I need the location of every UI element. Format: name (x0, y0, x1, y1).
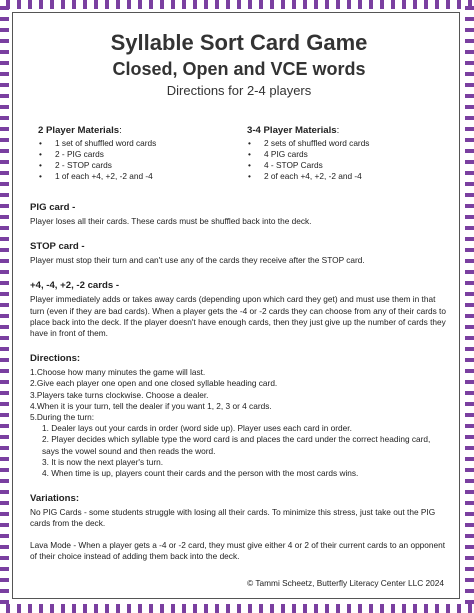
frame-stripe (369, 604, 373, 613)
list-item: • 4 - STOP Cards (247, 160, 448, 171)
frame-stripe (0, 512, 9, 516)
frame-stripe (465, 479, 474, 483)
frame-stripe (270, 0, 274, 9)
frame-stripe (465, 413, 474, 417)
frame-stripe (248, 0, 252, 9)
frame-stripe (380, 0, 384, 9)
frame-stripe (465, 127, 474, 131)
frame-stripe (465, 600, 474, 604)
frame-stripe (465, 259, 474, 263)
frame-stripe (0, 303, 9, 307)
frame-stripe (465, 83, 474, 87)
frame-stripe (424, 0, 428, 9)
frame-stripe (182, 604, 186, 613)
frame-stripe (465, 303, 474, 307)
frame-stripe (226, 0, 230, 9)
document-body (30, 30, 448, 562)
frame-stripe (465, 391, 474, 395)
frame-stripe (391, 0, 395, 9)
frame-stripe (457, 604, 461, 613)
frame-stripe (465, 457, 474, 461)
frame-stripe (0, 237, 9, 241)
frame-stripe (465, 292, 474, 296)
frame-stripe (465, 336, 474, 340)
frame-stripe (465, 50, 474, 54)
frame-stripe (465, 237, 474, 241)
frame-stripe (465, 116, 474, 120)
frame-stripe (336, 604, 340, 613)
player-count-note: Directions for 2-4 players (166, 83, 312, 98)
frame-stripe (149, 0, 153, 9)
frame-stripe (347, 0, 351, 9)
frame-stripe (0, 105, 9, 109)
frame-stripe (391, 604, 395, 613)
frame-stripe (465, 314, 474, 318)
frame-stripe (0, 28, 9, 32)
frame-stripe (50, 604, 54, 613)
list-item: • 2 sets of shuffled word cards (247, 138, 448, 149)
frame-stripe (465, 369, 474, 373)
frame-stripe (0, 347, 9, 351)
frame-stripe (465, 138, 474, 142)
frame-stripe (0, 39, 9, 43)
frame-stripe (237, 0, 241, 9)
frame-stripe (465, 270, 474, 274)
variations-section (30, 493, 448, 562)
frame-stripe (465, 523, 474, 527)
pig-card-text: Player loses all their cards. These cards must be shuffled back into the deck. (30, 216, 312, 226)
frame-stripe (138, 0, 142, 9)
directions-heading: Directions: (30, 353, 81, 365)
frame-stripe (358, 604, 362, 613)
frame-stripe (465, 347, 474, 351)
frame-stripe (446, 0, 450, 9)
frame-stripe (259, 604, 263, 613)
directions-section (30, 353, 448, 479)
list-item: • 1 set of shuffled word cards (38, 138, 239, 149)
frame-stripe (270, 604, 274, 613)
frame-stripe (402, 604, 406, 613)
frame-stripe (465, 358, 474, 362)
frame-stripe (0, 589, 9, 593)
frame-stripe (6, 604, 10, 613)
frame-stripe (465, 424, 474, 428)
frame-stripe (0, 270, 9, 274)
frame-stripe (325, 0, 329, 9)
frame-stripe (116, 0, 120, 9)
variations-heading: Variations: (30, 493, 80, 505)
plus-minus-text: Player immediately adds or takes away cards (depending upon which card they get) and must use them in that turn (even if they are bad cards). When a player gets the -4 or -2 cards they can choose from any of their cards to place back into the deck. If the player doesn't have enough cards, then they just give up the number of cards they have in front of them. (30, 294, 446, 339)
frame-stripe (446, 604, 450, 613)
frame-stripe (0, 138, 9, 142)
frame-stripe (465, 39, 474, 43)
materials-2-list (38, 138, 239, 182)
frame-stripe (465, 6, 474, 10)
frame-stripe (465, 490, 474, 494)
direction-step: 2.Give each player one open and one closed syllable heading card. (30, 378, 278, 389)
frame-stripe (83, 0, 87, 9)
frame-stripe (171, 0, 175, 9)
frame-stripe (465, 534, 474, 538)
frame-stripe (413, 604, 417, 613)
plus-minus-section (30, 280, 448, 339)
frame-stripe (358, 0, 362, 9)
frame-stripe (0, 336, 9, 340)
page-title: Syllable Sort Card Game (110, 30, 368, 55)
list-item: • 2 of each +4, +2, -2 and -4 (247, 171, 448, 182)
frame-stripe (303, 604, 307, 613)
frame-stripe (17, 0, 21, 9)
frame-stripe (0, 226, 9, 230)
frame-stripe (94, 0, 98, 9)
frame-stripe (0, 556, 9, 560)
frame-stripe (204, 604, 208, 613)
frame-stripe (468, 604, 472, 613)
frame-stripe (39, 0, 43, 9)
no-pig-variation: No PIG Cards - some students struggle with losing all their cards. To minimize this stress, just take out the PIG cards from the deck. (30, 507, 436, 529)
frame-stripe (105, 0, 109, 9)
direction-substep: 4. When time is up, players count their cards and the person with the most cards wins. (42, 468, 359, 479)
frame-stripe (465, 325, 474, 329)
frame-stripe (465, 215, 474, 219)
frame-stripe (465, 204, 474, 208)
frame-stripe (116, 604, 120, 613)
frame-stripe (182, 0, 186, 9)
frame-stripe (0, 325, 9, 329)
frame-stripe (292, 604, 296, 613)
materials-3-4-list (247, 138, 448, 182)
frame-stripe (0, 380, 9, 384)
frame-stripe (0, 292, 9, 296)
plus-minus-heading: +4, -4, +2, -2 cards - (30, 280, 120, 292)
frame-stripe (193, 604, 197, 613)
frame-stripe (0, 314, 9, 318)
frame-stripe (465, 512, 474, 516)
direction-substep: 2. Player decides which syllable type the word card is and places the card under the correct heading card, says the vowel sound and then reads the word. (42, 434, 431, 456)
frame-stripe (0, 413, 9, 417)
direction-substep: 1. Dealer lays out your cards in order (word side up). Player uses each card in order. (42, 423, 352, 434)
frame-stripe (465, 545, 474, 549)
frame-stripe (465, 61, 474, 65)
pig-card-section (30, 202, 448, 227)
list-item: • 2 - PIG cards (38, 149, 239, 160)
frame-stripe (0, 248, 9, 252)
materials-section (30, 125, 448, 182)
frame-stripe (0, 17, 9, 21)
frame-stripe (226, 604, 230, 613)
frame-stripe (465, 160, 474, 164)
frame-stripe (0, 490, 9, 494)
frame-stripe (0, 369, 9, 373)
frame-stripe (314, 0, 318, 9)
frame-stripe (0, 600, 9, 604)
frame-stripe (0, 149, 9, 153)
frame-stripe (215, 604, 219, 613)
list-item: • 4 PIG cards (247, 149, 448, 160)
frame-stripe (303, 0, 307, 9)
frame-stripe (83, 604, 87, 613)
frame-stripe (17, 604, 21, 613)
frame-stripe (465, 567, 474, 571)
frame-stripe (465, 402, 474, 406)
frame-stripe (0, 457, 9, 461)
frame-stripe (105, 604, 109, 613)
frame-stripe (435, 604, 439, 613)
frame-stripe (127, 0, 131, 9)
frame-stripe (0, 193, 9, 197)
frame-stripe (0, 468, 9, 472)
stop-card-heading: STOP card - (30, 241, 85, 253)
frame-stripe (171, 604, 175, 613)
frame-stripe (435, 0, 439, 9)
frame-stripe (465, 501, 474, 505)
frame-stripe (0, 435, 9, 439)
frame-stripe (28, 604, 32, 613)
frame-stripe (402, 0, 406, 9)
direction-step: 4.When it is your turn, tell the dealer if you want 1, 2, 3 or 4 cards. (30, 400, 272, 411)
frame-stripe (50, 0, 54, 9)
frame-stripe (281, 604, 285, 613)
frame-stripe (0, 424, 9, 428)
frame-stripe (39, 604, 43, 613)
frame-stripe (72, 0, 76, 9)
frame-stripe (0, 259, 9, 263)
frame-stripe (465, 578, 474, 582)
frame-stripe (465, 149, 474, 153)
frame-stripe (127, 604, 131, 613)
materials-3-4-player (239, 125, 448, 182)
frame-stripe (457, 0, 461, 9)
frame-stripe (0, 479, 9, 483)
frame-stripe (0, 160, 9, 164)
frame-stripe (325, 604, 329, 613)
frame-stripe (0, 171, 9, 175)
frame-stripe (0, 281, 9, 285)
list-item: • 1 of each +4, +2, -2 and -4 (38, 171, 239, 182)
frame-stripe (465, 105, 474, 109)
frame-stripe (0, 204, 9, 208)
frame-stripe (160, 604, 164, 613)
frame-stripe (0, 6, 9, 10)
frame-stripe (149, 604, 153, 613)
frame-stripe (465, 17, 474, 21)
frame-stripe (465, 94, 474, 98)
frame-stripe (465, 28, 474, 32)
frame-stripe (0, 545, 9, 549)
stop-card-section (30, 241, 448, 266)
frame-stripe (0, 391, 9, 395)
frame-stripe (72, 604, 76, 613)
frame-stripe (465, 556, 474, 560)
frame-stripe (314, 604, 318, 613)
frame-stripe (424, 604, 428, 613)
frame-stripe (248, 604, 252, 613)
frame-stripe (336, 0, 340, 9)
frame-stripe (465, 380, 474, 384)
frame-stripe (465, 468, 474, 472)
frame-stripe (292, 0, 296, 9)
materials-2-heading: 2 Player Materials: (38, 125, 122, 136)
frame-stripe (465, 446, 474, 450)
frame-stripe (413, 0, 417, 9)
frame-stripe (0, 83, 9, 87)
direction-step: 3.Players take turns clockwise. Choose a dealer. (30, 389, 209, 400)
frame-stripe (465, 248, 474, 252)
materials-3-4-heading: 3-4 Player Materials: (247, 125, 340, 136)
frame-stripe (193, 0, 197, 9)
frame-stripe (347, 604, 351, 613)
frame-stripe (465, 193, 474, 197)
frame-stripe (281, 0, 285, 9)
frame-stripe (94, 604, 98, 613)
frame-stripe (0, 501, 9, 505)
direction-step: 5.During the turn: (30, 412, 95, 423)
frame-stripe (465, 281, 474, 285)
direction-step: 1.Choose how many minutes the game will last. (30, 367, 206, 378)
frame-stripe (465, 589, 474, 593)
frame-stripe (465, 182, 474, 186)
frame-stripe (215, 0, 219, 9)
frame-stripe (259, 0, 263, 9)
frame-stripe (465, 72, 474, 76)
frame-stripe (0, 94, 9, 98)
frame-stripe (0, 523, 9, 527)
frame-stripe (0, 61, 9, 65)
frame-stripe (0, 534, 9, 538)
frame-stripe (0, 127, 9, 131)
frame-stripe (465, 435, 474, 439)
frame-stripe (0, 402, 9, 406)
frame-stripe (0, 578, 9, 582)
frame-stripe (61, 0, 65, 9)
frame-stripe (0, 446, 9, 450)
frame-stripe (0, 72, 9, 76)
frame-stripe (0, 182, 9, 186)
stop-card-text: Player must stop their turn and can't use any of the cards they receive after the STOP card. (30, 255, 365, 266)
page-subtitle: Closed, Open and VCE words (112, 59, 366, 79)
list-item: • 2 - STOP cards (38, 160, 239, 171)
frame-stripe (0, 567, 9, 571)
copyright-notice: © Tammi Scheetz, Butterfly Literacy Center LLC 2024 (247, 578, 444, 588)
frame-stripe (369, 0, 373, 9)
frame-stripe (380, 604, 384, 613)
frame-stripe (138, 604, 142, 613)
frame-stripe (204, 0, 208, 9)
frame-stripe (0, 50, 9, 54)
frame-stripe (61, 604, 65, 613)
lava-mode-variation: Lava Mode - When a player gets a -4 or -2 card, they must give either 4 or 2 of their current cards to an opponent of their choice instead of adding them back into the deck. (30, 539, 446, 561)
frame-stripe (237, 604, 241, 613)
frame-stripe (160, 0, 164, 9)
frame-stripe (0, 358, 9, 362)
direction-substep: 3. It is now the next player's turn. (42, 456, 164, 467)
frame-stripe (465, 171, 474, 175)
frame-stripe (465, 226, 474, 230)
materials-2-player (30, 125, 239, 182)
pig-card-heading: PIG card - (30, 202, 76, 213)
frame-stripe (0, 215, 9, 219)
frame-stripe (0, 116, 9, 120)
frame-stripe (28, 0, 32, 9)
